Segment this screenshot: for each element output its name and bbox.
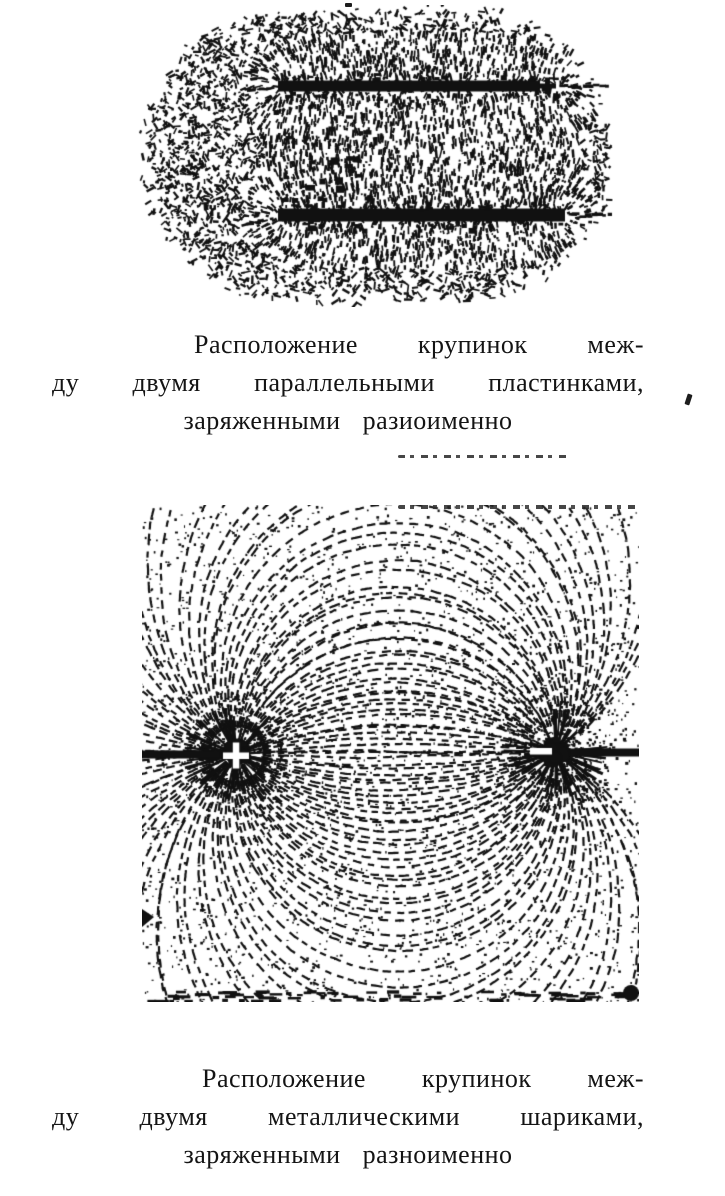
caption-line: ду двумя параллельными пластинками, [52,368,644,397]
caption-line: ду двумя металлическими шариками, [52,1102,644,1131]
figure1-caption [52,326,644,440]
parallel-plates-field-figure [133,5,613,307]
speck [345,3,352,7]
caption-line: заряженными разноименно [183,1140,513,1169]
caption-line: Расположение крупинок меж- [194,330,644,359]
caption-line: Расположение крупинок меж- [202,1064,644,1093]
dash-streak [398,505,640,509]
figure2-caption [52,1060,644,1174]
caption-line: заряженными разиоименно [183,406,513,435]
two-balls-field-figure [142,505,639,1002]
speck [684,393,692,405]
dash-streak [398,455,568,458]
